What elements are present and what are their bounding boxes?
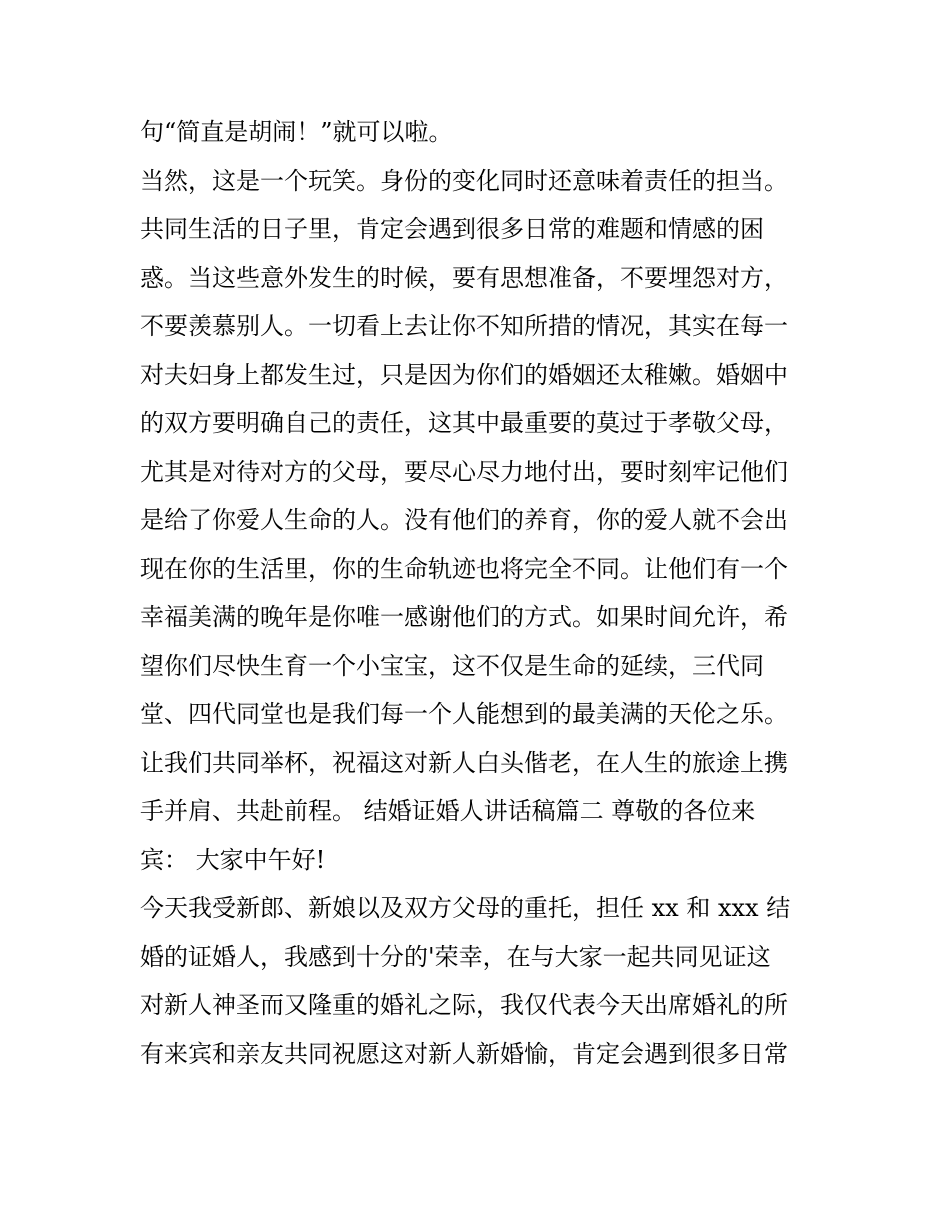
text-line-7: 的双方要明确自己的责任，这其中最重要的莫过于孝敬父母， — [140, 409, 788, 437]
text-line-20: 有来宾和亲友共同祝愿这对新人新婚愉，肯定会遇到很多日常 — [140, 1039, 788, 1068]
text-line-8: 尤其是对待对方的父母，要尽心尽力地付出，要时刻牢记他们 — [140, 457, 788, 486]
text-line-4: 惑。当这些意外发生的时候，要有思想准备，不要埋怨对方， — [140, 263, 788, 292]
text-line-18: 婚的证婚人，我感到十分的'荣幸，在与大家一起共同见证这 — [140, 942, 771, 971]
text-line-14: 让我们共同举杯，祝福这对新人白头偕老，在人生的旅途上携 — [140, 748, 788, 777]
text-line-11: 幸福美满的晚年是你唯一感谢他们的方式。如果时间允许，希 — [140, 603, 788, 631]
text-line-9: 是给了你爱人生命的人。没有他们的养育，你的爱人就不会出 — [140, 506, 788, 534]
text-line-10: 现在你的生活里，你的生命轨迹也将完全不同。让他们有一个 — [140, 554, 788, 583]
text-line-12: 望你们尽快生育一个小宝宝，这不仅是生命的延续，三代同 — [140, 651, 764, 680]
text-line-1: 句“简直是胡闹！”就可以啦。 — [140, 118, 453, 146]
text-line-2: 当然，这是一个玩笑。身份的变化同时还意味着责任的担当。 — [140, 166, 788, 195]
text-line-6: 对夫妇身上都发生过，只是因为你们的婚姻还太稚嫩。婚姻中 — [140, 360, 788, 389]
text-line-19: 对新人神圣而又隆重的婚礼之际，我仅代表今天出席婚礼的所 — [140, 991, 788, 1019]
text-line-17: 今天我受新郎、新娘以及双方父母的重托，担任 xx 和 xxx 结 — [140, 894, 791, 922]
text-line-3: 共同生活的日子里，肯定会遇到很多日常的难题和情感的困 — [140, 215, 764, 243]
text-line-13: 堂、四代同堂也是我们每一个人能想到的最美满的天伦之乐。 — [140, 700, 788, 728]
text-line-16: 宾： 大家中午好! — [140, 845, 326, 874]
text-line-15: 手并肩、共赴前程。 结婚证婚人讲话稿篇二 尊敬的各位来 — [140, 797, 756, 825]
text-line-5: 不要羡慕别人。一切看上去让你不知所措的情况，其实在每一 — [140, 312, 788, 340]
body-text — [140, 108, 830, 1078]
